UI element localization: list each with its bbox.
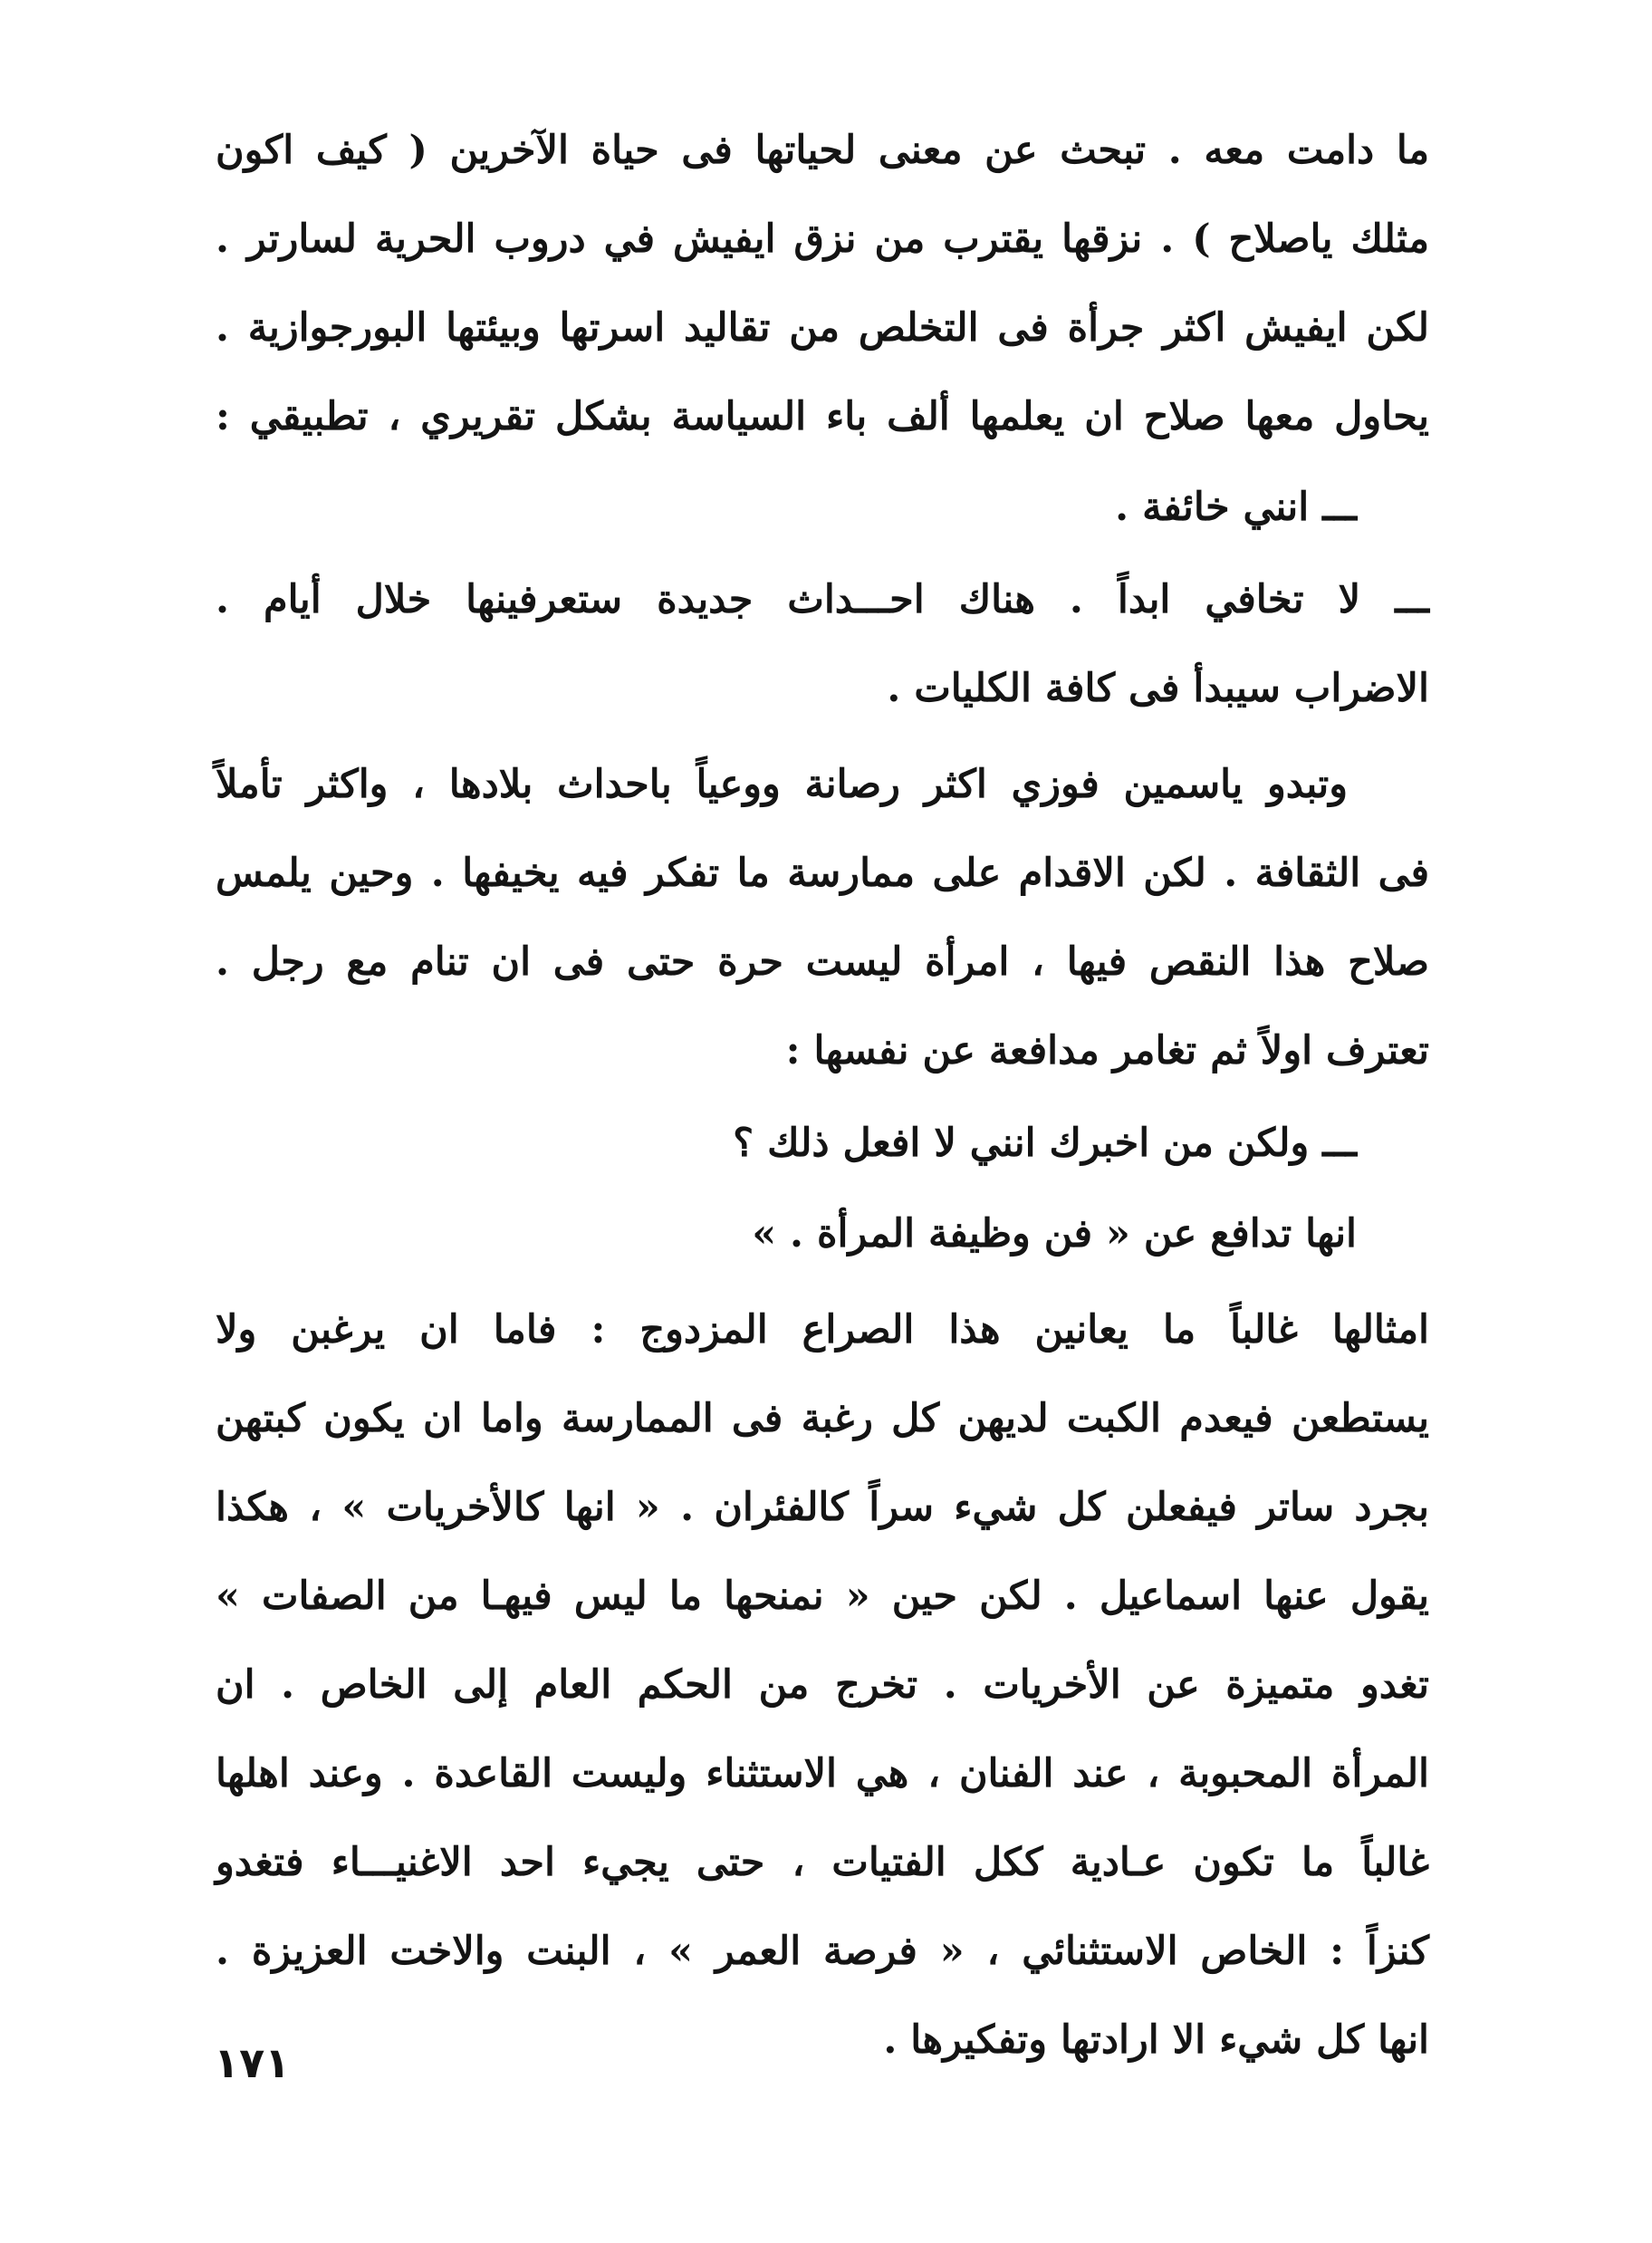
text-line: انها كل شيء الا ارادتها وتفكيرها . (883, 2017, 1429, 2063)
text-line: تعترف اولاً ثم تغامر مدافعة عن نفسها : (785, 1028, 1429, 1073)
text-line: يستطعن فيعدم الكبت لديهن كل رغبة فى الممارسة واما ان يكون كبتهن (216, 1396, 1429, 1441)
paragraph-start: وتبدو ياسمين فوزي اكثر رصانة ووعياً باحداث بلادها ، واكثر تأملاً (216, 762, 1348, 807)
page-number: ١٧١ (214, 2038, 291, 2087)
text-line: المرأة المحبوبة ، عند الفنان ، هي الاستثناء وليست القاعدة . وعند اهلها (216, 1751, 1429, 1796)
dialogue-line: ـــ لا تخافي ابداً . هناك احـــداث جديدة ستعرفينها خلال أيام . (216, 577, 1429, 622)
text-line: تغدو متميزة عن الأخريات . تخرج من الحكم العام إلى الخاص . ان (216, 1662, 1429, 1708)
text-line: يقول عنها اسماعيل . لكن حين « نمنحها ما ليس فيهـا من الصفات » (216, 1574, 1429, 1619)
dialogue-line: ـــ انني خائفة . (1115, 485, 1357, 530)
text-line: ما دامت معه . تبحث عن معنى لحياتها فى حياة الآخرين ( كيف اكون (216, 128, 1429, 173)
text-line: كنزاً : الخاص الاستثنائي ، « فرصة العمر » ، البنت والاخت العزيزة . (216, 1929, 1429, 1974)
text-line: فى الثقافة . لكن الاقدام على ممارسة ما تفكر فيه يخيفها . وحين يلمس (216, 851, 1429, 896)
text-line: انها تدافع عن « فن وظيفة المرأة . » (752, 1211, 1357, 1256)
text-line: بجرد ساتر فيفعلن كل شيء سراً كالفئران . « انها كالأخريات » ، هكذا (216, 1485, 1429, 1530)
text-line: الاضراب سيبدأ فى كافة الكليات . (887, 666, 1429, 711)
text-line: صلاح هذا النقص فيها ، امرأة ليست حرة حتى فى ان تنام مع رجل . (216, 939, 1429, 985)
paragraph-start: امثالها غالباً ما يعانين هذا الصراع المزدوج : فاما ان يرغبن ولا (216, 1307, 1429, 1353)
text-line: لكن ايفيش اكثر جرأة فى التخلص من تقاليد اسرتها وبيئتها البورجوازية . (216, 305, 1429, 351)
text-line: غالباً ما تكون عـادية ككل الفتيات ، حتى يجيء احد الاغنيـــاء فتغدو (216, 1840, 1429, 1885)
dialogue-line: ـــ ولكن من اخبرك انني لا افعل ذلك ؟ (733, 1121, 1357, 1166)
text-line: يحاول معها صلاح ان يعلمها ألف باء السياسة بشكل تقريري ، تطبيقي : (216, 394, 1429, 439)
text-line: مثلك ياصلاح ) . نزقها يقترب من نزق ايفيش في دروب الحرية لسارتر . (216, 217, 1429, 262)
